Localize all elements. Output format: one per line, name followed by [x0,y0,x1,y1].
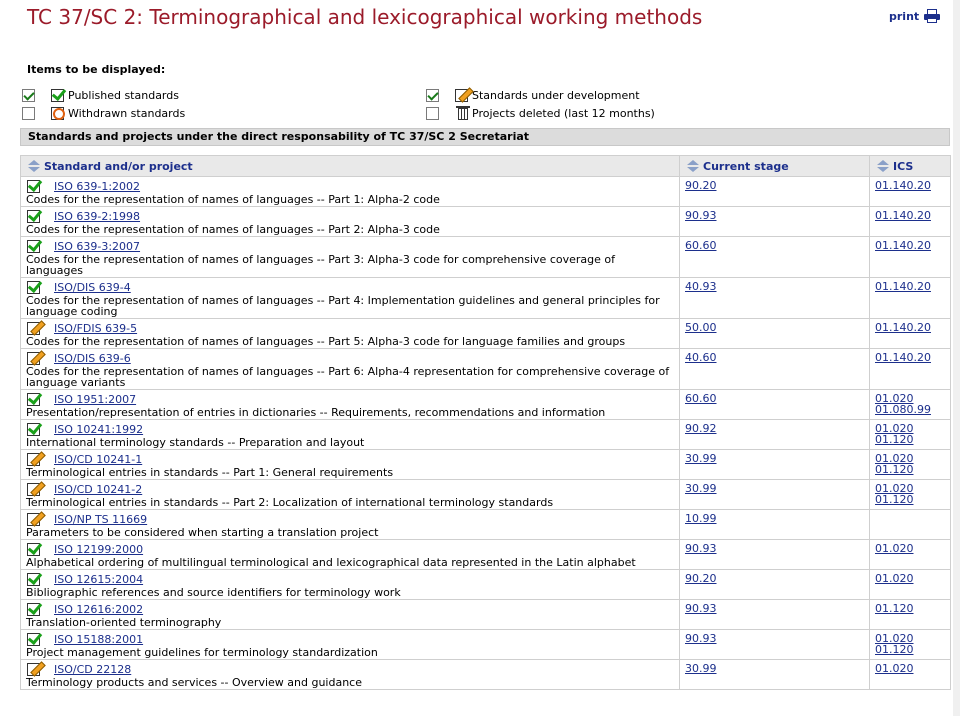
standard-link[interactable]: ISO/DIS 639-6 [54,351,131,365]
filter-published[interactable] [22,87,179,103]
stage-cell [680,177,870,207]
filter-published-label[interactable]: Published standards [68,88,179,102]
print-label[interactable]: print [889,9,920,23]
table-row [21,480,951,510]
table-row [21,570,951,600]
filter-under-development[interactable] [426,87,640,103]
stage-cell [680,390,870,420]
ics-cell [870,480,951,510]
standard-description: Codes for the representation of names of languages -- Part 3: Alpha-3 code for comprehensive coverage of languages [26,253,615,277]
table-row [21,207,951,237]
published-icon [26,541,44,557]
ics-link[interactable]: 01.120 [875,602,914,615]
published-icon [26,631,44,647]
table-row [21,660,951,690]
table-row [21,630,951,660]
sort-icon[interactable] [686,160,698,172]
standard-description: Terminology products and services -- Overview and guidance [26,676,362,689]
header-current-stage[interactable]: Current stage [680,156,870,177]
ics-link[interactable]: 01.020 [875,452,914,465]
published-icon [26,208,44,224]
under-development-icon [26,511,44,527]
standard-link[interactable]: ISO/CD 10241-2 [54,482,143,496]
published-icon [26,279,44,295]
standard-cell [21,510,680,540]
stage-link[interactable]: 30.99 [685,662,717,675]
table-row [21,600,951,630]
table-row [21,349,951,390]
ics-link[interactable]: 01.080.99 [875,403,931,416]
stage-link[interactable]: 30.99 [685,482,717,495]
scrollbar[interactable] [953,0,960,716]
ics-link[interactable]: 01.140.20 [875,351,931,364]
stage-link[interactable]: 60.60 [685,239,717,252]
standard-description: Presentation/representation of entries in dictionaries -- Requirements, recommendations and information [26,406,606,419]
table-row [21,237,951,278]
filter-under-development-label[interactable]: Standards under development [472,88,640,102]
ics-link[interactable]: 01.140.20 [875,209,931,222]
ics-link[interactable]: 01.140.20 [875,179,931,192]
ics-cell [870,237,951,278]
published-icon [26,178,44,194]
under-development-icon [454,87,472,103]
ics-link[interactable]: 01.120 [875,643,914,656]
stage-cell [680,660,870,690]
ics-cell [870,349,951,390]
ics-cell [870,207,951,237]
stage-cell [680,570,870,600]
published-icon [26,571,44,587]
published-icon [26,421,44,437]
stage-cell [680,237,870,278]
ics-link[interactable]: 01.020 [875,632,914,645]
filter-deleted[interactable] [426,105,655,121]
stage-cell [680,207,870,237]
stage-cell [680,540,870,570]
stage-cell [680,510,870,540]
stage-cell [680,349,870,390]
ics-cell [870,177,951,207]
standard-description: Alphabetical ordering of multilingual terminological and lexicographical data represented in the Latin alphabet [26,556,636,569]
ics-link[interactable]: 01.020 [875,392,914,405]
stage-cell [680,600,870,630]
table-row [21,420,951,450]
table-row [21,319,951,349]
standard-description: Codes for the representation of names of languages -- Part 6: Alpha-4 representation for comprehensive coverage of language variants [26,365,670,389]
ics-cell [870,278,951,319]
standard-description: Bibliographic references and source identifiers for terminology work [26,586,401,599]
ics-cell [870,660,951,690]
printer-icon[interactable] [923,9,941,23]
ics-cell [870,540,951,570]
standard-cell [21,319,680,349]
ics-cell [870,600,951,630]
ics-link[interactable]: 01.140.20 [875,321,931,334]
table-row [21,278,951,319]
stage-link[interactable]: 60.60 [685,392,717,405]
ics-cell [870,570,951,600]
stage-link[interactable]: 90.93 [685,209,717,222]
published-icon [50,87,68,103]
stage-link[interactable]: 90.93 [685,632,717,645]
ics-link[interactable]: 01.120 [875,493,914,506]
withdrawn-icon [50,105,68,121]
table-row [21,390,951,420]
ics-link[interactable]: 01.020 [875,542,914,555]
ics-cell [870,630,951,660]
under-development-icon [26,481,44,497]
ics-link[interactable]: 01.120 [875,463,914,476]
standard-cell [21,450,680,480]
standard-link[interactable]: ISO 639-1:2002 [54,179,141,193]
table-header-row [21,156,951,177]
stage-cell [680,420,870,450]
print-link[interactable] [889,9,941,23]
standard-description: Codes for the representation of names of languages -- Part 1: Alpha-2 code [26,193,440,206]
standard-link[interactable]: ISO/CD 22128 [54,662,132,676]
standard-description: Translation-oriented terminography [26,616,222,629]
standard-description: Codes for the representation of names of languages -- Part 4: Implementation guidelines and general principles for language coding [26,294,660,318]
standard-cell [21,630,680,660]
ics-link[interactable]: 01.140.20 [875,280,931,293]
stage-link[interactable]: 40.93 [685,280,717,293]
deleted-icon [454,105,472,121]
stage-link[interactable]: 90.93 [685,602,717,615]
table-row [21,510,951,540]
stage-link[interactable]: 90.93 [685,542,717,555]
standard-description: Codes for the representation of names of languages -- Part 2: Alpha-3 code [26,223,440,236]
ics-link[interactable]: 01.020 [875,422,914,435]
filter-withdrawn[interactable] [22,105,185,121]
stage-link[interactable]: 50.00 [685,321,717,334]
standard-cell [21,570,680,600]
stage-link[interactable]: 10.99 [685,512,717,525]
standard-link[interactable]: ISO 12616:2002 [54,602,144,616]
under-development-icon [26,320,44,336]
standard-description: Codes for the representation of names of languages -- Part 5: Alpha-3 code for language families and groups [26,335,626,348]
standard-link[interactable]: ISO/CD 10241-1 [54,452,143,466]
stage-link[interactable]: 90.92 [685,422,717,435]
stage-link[interactable]: 40.60 [685,351,717,364]
stage-link[interactable]: 30.99 [685,452,717,465]
standard-cell [21,540,680,570]
stage-link[interactable]: 90.20 [685,179,717,192]
standard-cell [21,237,680,278]
stage-cell [680,450,870,480]
standard-cell [21,420,680,450]
standards-table [20,155,951,690]
ics-link[interactable]: 01.020 [875,482,914,495]
filter-withdrawn-label[interactable]: Withdrawn standards [68,106,186,120]
standard-description: International terminology standards -- Preparation and layout [26,436,365,449]
ics-link[interactable]: 01.120 [875,433,914,446]
withdrawn-checkbox[interactable] [22,107,35,120]
standard-description: Project management guidelines for terminology standardization [26,646,378,659]
stage-link[interactable]: 90.20 [685,572,717,585]
standard-link[interactable]: ISO 12199:2000 [54,542,144,556]
standard-link[interactable]: ISO 639-3:2007 [54,239,141,253]
sort-icon[interactable] [27,160,39,172]
standard-cell [21,600,680,630]
page-title: TC 37/SC 2: Terminographical and lexicographical working methods [27,5,703,29]
standard-cell [21,177,680,207]
standard-description: Terminological entries in standards -- Part 1: General requirements [26,466,394,479]
stage-cell [680,630,870,660]
published-icon [26,391,44,407]
ics-link[interactable]: 01.020 [875,662,914,675]
stage-cell [680,480,870,510]
published-icon [26,238,44,254]
ics-cell [870,390,951,420]
standard-cell [21,660,680,690]
table-row [21,540,951,570]
stage-cell [680,278,870,319]
published-checkbox[interactable] [22,89,35,102]
under-development-icon [26,451,44,467]
standard-cell [21,349,680,390]
stage-cell [680,319,870,349]
published-icon [26,601,44,617]
standard-cell [21,278,680,319]
standard-description: Terminological entries in standards -- Part 2: Localization of international terminology standards [26,496,554,509]
standard-cell [21,480,680,510]
standard-link[interactable]: ISO 1951:2007 [54,392,137,406]
under-development-checkbox[interactable] [426,89,439,102]
under-development-icon [26,661,44,677]
standard-link[interactable]: ISO/DIS 639-4 [54,280,131,294]
filters-label: Items to be displayed: [27,63,166,76]
ics-link[interactable]: 01.140.20 [875,239,931,252]
standard-link[interactable]: ISO 15188:2001 [54,632,144,646]
standard-cell [21,207,680,237]
sort-icon[interactable] [876,160,888,172]
standard-link[interactable]: ISO/NP TS 11669 [54,512,148,526]
table-row [21,177,951,207]
standard-link[interactable]: ISO 639-2:1998 [54,209,141,223]
ics-cell [870,319,951,349]
header-ics[interactable]: ICS [870,156,951,177]
table-row [21,450,951,480]
ics-link[interactable]: 01.020 [875,572,914,585]
filter-deleted-label[interactable]: Projects deleted (last 12 months) [472,106,655,120]
standard-link[interactable]: ISO 12615:2004 [54,572,144,586]
header-standard[interactable]: Standard and/or project [21,156,680,177]
ics-cell [870,510,951,540]
standard-description: Parameters to be considered when starting a translation project [26,526,379,539]
standard-link[interactable]: ISO/FDIS 639-5 [54,321,138,335]
deleted-checkbox[interactable] [426,107,439,120]
section-title-bar: Standards and projects under the direct responsability of TC 37/SC 2 Secretariat [20,128,950,146]
ics-cell [870,420,951,450]
standard-cell [21,390,680,420]
standard-link[interactable]: ISO 10241:1992 [54,422,144,436]
under-development-icon [26,350,44,366]
ics-cell [870,450,951,480]
